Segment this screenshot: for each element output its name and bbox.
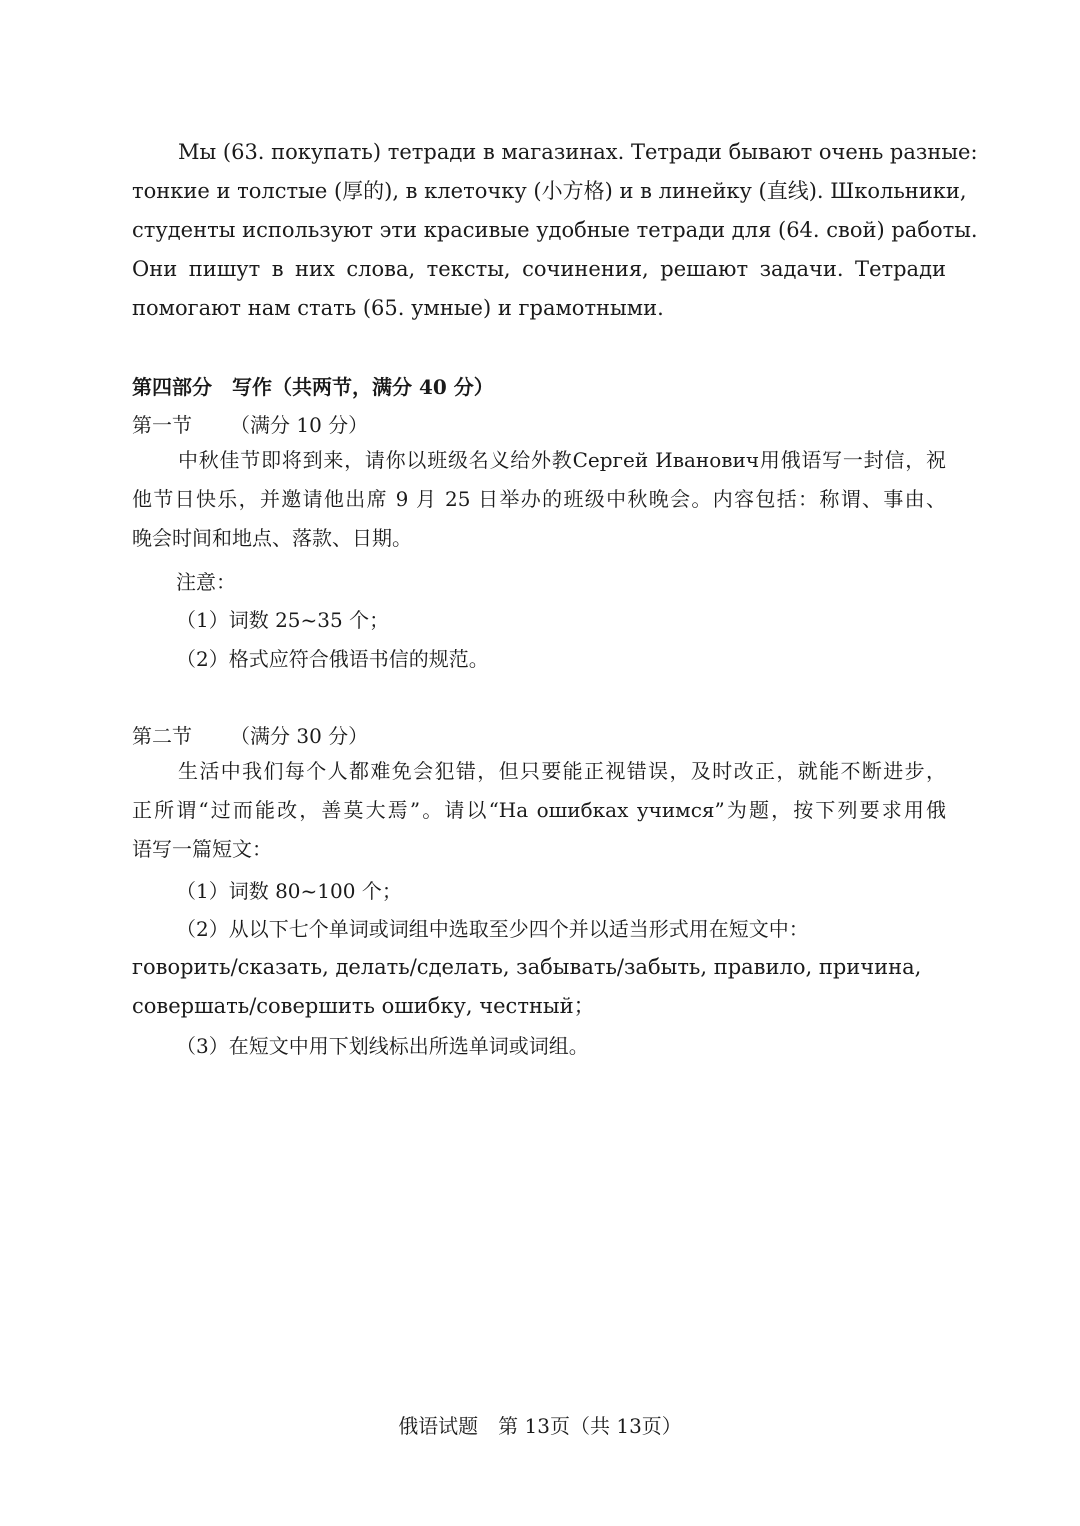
task-line: 生活中我们每个人都难免会犯错，但只要能正视错误，及时改正，就能不断进步， xyxy=(178,759,946,783)
section-2-task xyxy=(132,752,946,869)
task-line: 晚会时间和地点、落款、日期。 xyxy=(132,526,412,550)
passage-line: помогают нам стать (65. умные) и грамотными. xyxy=(132,296,664,320)
note-label: 注意： xyxy=(176,570,236,594)
requirement-item: （2）从以下七个单词或词组中选取至少四个并以适当形式用在短文中： xyxy=(176,917,809,941)
note-item: （1）词数 25~35 个； xyxy=(176,608,390,632)
task-line: 语写一篇短文： xyxy=(132,837,272,861)
task-line: 中秋佳节即将到来，请你以班级名义给外教Сергей Иванович用俄语写一封信，祝 xyxy=(178,448,946,472)
section-1-title xyxy=(132,409,368,438)
passage-line: Они пишут в них слова, тексты, сочинения, решают задачи. Тетради xyxy=(132,257,946,281)
task-line: 正所谓“过而能改，善莫大焉”。请以“На ошибках учимся”为题，按下列要求用俄 xyxy=(132,798,946,822)
section-1-label: 第一节 xyxy=(132,413,192,437)
passage-line: Мы (63. покупать) тетради в магазинах. Тетради бывают очень разные: xyxy=(178,140,978,164)
passage-line: студенты используют эти красивые удобные тетради для (64. свой) работы. xyxy=(132,218,978,242)
note-item: （2）格式应符合俄语书信的规范。 xyxy=(176,647,489,671)
requirement-item: （1）词数 80~100 个； xyxy=(176,879,402,903)
task-line: 他节日快乐，并邀请他出席 9 月 25 日举办的班级中秋晚会。内容包括：称谓、事由、 xyxy=(132,487,946,511)
section-1-task xyxy=(132,441,946,558)
section-2-label: 第二节 xyxy=(132,724,192,748)
word-list-line: совершать/совершить ошибку, честный； xyxy=(132,994,595,1018)
word-list-line: говорить/сказать, делать/сделать, забывать/забыть, правило, причина, xyxy=(132,955,922,979)
page-footer: 俄语试题 第 13页（共 13页） xyxy=(398,1414,682,1438)
word-list xyxy=(132,948,946,1026)
requirement-item: （3）在短文中用下划线标出所选单词或词组。 xyxy=(176,1034,589,1058)
part-heading: 第四部分 写作（共两节，满分 40 分） xyxy=(132,375,494,399)
section-2-title xyxy=(132,720,368,749)
reading-passage xyxy=(132,133,978,328)
section-2-points: （满分 30 分） xyxy=(230,724,369,748)
section-1-points: （满分 10 分） xyxy=(230,413,369,437)
passage-line: тонкие и толстые (厚的), в клеточку (小方格) и в линейку (直线). Школьники, xyxy=(132,179,967,203)
